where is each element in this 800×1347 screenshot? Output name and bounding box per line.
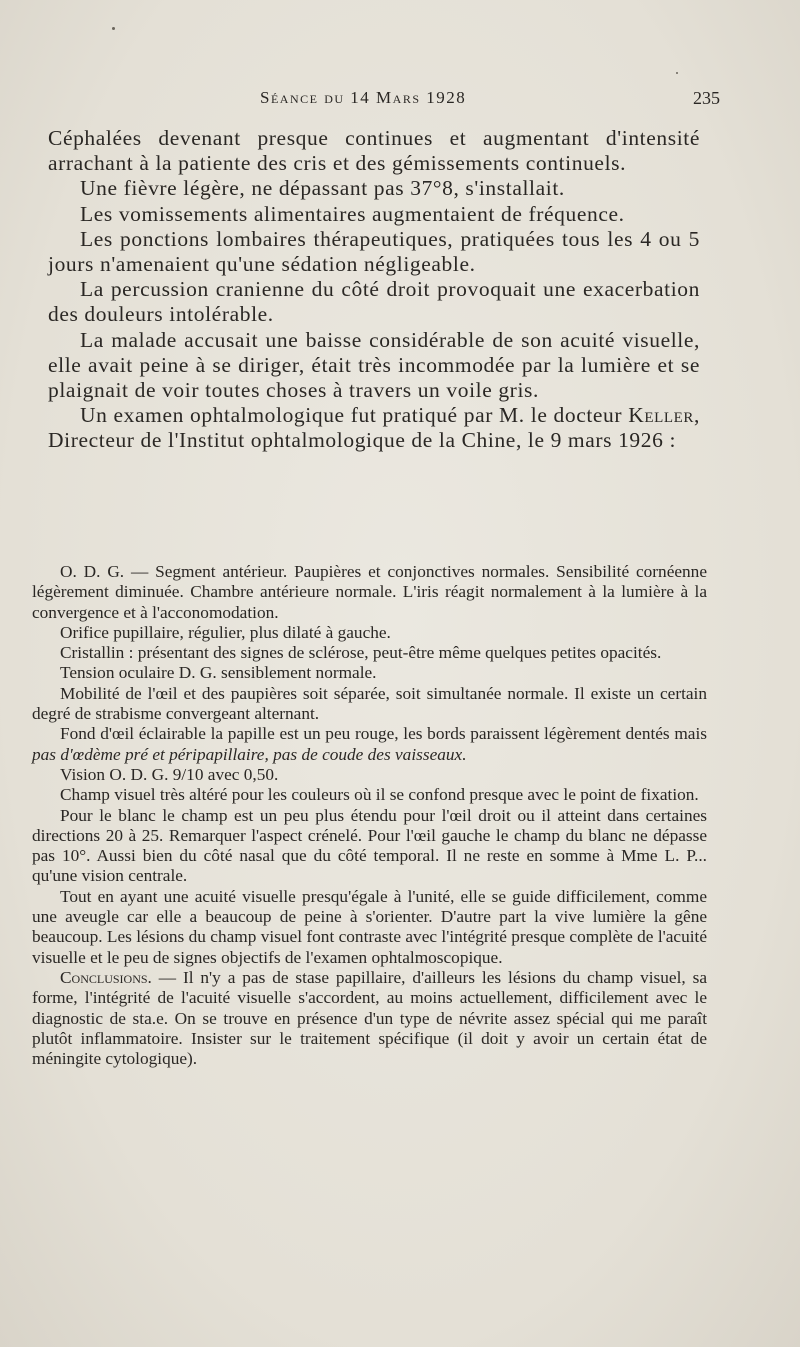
exam-paragraph: Tout en ayant une acuité visuelle presqu'égale à l'unité, elle se guide difficilement, comme une aveugle car elle a beaucoup de peine à s'orienter. D'autre part la vive lumière la gêne beaucoup. Les lésions du champ visuel font contraste avec l'intégrité presque complète de l'acuité visuelle et le peu de signes objectifs de l'examen ophtalmoscopique. xyxy=(32,886,707,967)
conclusions-label: Conclusions. xyxy=(60,967,152,987)
print-speck xyxy=(676,72,678,74)
print-speck xyxy=(112,27,115,30)
paragraph: Les ponctions lombaires thérapeutiques, pratiquées tous les 4 ou 5 jours n'amenaient qu'une sédation négligeable. xyxy=(48,226,700,277)
main-text xyxy=(48,126,700,454)
page-header xyxy=(84,88,720,118)
paragraph: Une fièvre légère, ne dépassant pas 37°8, s'installait. xyxy=(80,176,565,201)
exam-paragraph xyxy=(32,968,707,1069)
exam-paragraph: Orifice pupillaire, régulier, plus dilaté à gauche. xyxy=(60,622,391,642)
paragraph: Céphalées devenant presque continues et augmentant d'intensité arrachant à la patiente des cris et des gémissements continuels. xyxy=(48,126,700,176)
text-run: Un examen ophtalmologique fut pratiqué par M. le docteur xyxy=(80,403,629,428)
paragraph xyxy=(48,403,700,453)
paragraph: La percussion cranienne du côté droit provoquait une exacerbation des douleurs intolérable. xyxy=(48,277,700,327)
exam-paragraph: Cristallin : présentant des signes de sclérose, peut-être même quelques petites opacités. xyxy=(60,643,662,663)
italic-run: pas d'œdème pré et péripapillaire, pas de coude des vaisseaux. xyxy=(32,744,467,764)
running-title: Séance du 14 Mars 1928 xyxy=(260,88,467,107)
exam-paragraph xyxy=(32,724,707,765)
exam-paragraph: Tension oculaire D. G. sensiblement normale. xyxy=(60,663,377,683)
author-name: Keller xyxy=(628,403,695,428)
paragraph: Les vomissements alimentaires augmentaient de fréquence. xyxy=(80,201,625,226)
page-number: 235 xyxy=(693,88,720,108)
exam-paragraph: Mobilité de l'œil et des paupières soit séparée, soit simultanée normale. Il existe un certain degré de strabisme convergeant alternant. xyxy=(32,683,707,724)
exam-paragraph: Vision O. D. G. 9/10 avec 0,50. xyxy=(60,764,279,784)
text-run: Fond d'œil éclairable la papille est un peu rouge, les bords paraissent légèrement dentés mais xyxy=(60,724,707,744)
exam-paragraph: Pour le blanc le champ est un peu plus étendu pour l'œil droit ou il atteint dans certaines directions 20 à 25. Remarquer l'aspect crénelé. Pour l'œil gauche le champ du blanc ne dépasse pas 10°. Aussi bien du côté nasal que du côté temporal. Il ne reste en somme à Mme L. P... qu'une vision centrale. xyxy=(32,805,707,886)
text-run: , Directeur de l'Institut ophtalmologique de la Chine, le 9 mars 1926 : xyxy=(48,403,700,453)
exam-paragraph: O. D. G. — Segment antérieur. Paupières et conjonctives normales. Sensibilité cornéenne légèrement diminuée. Chambre antérieure normale. L'iris réagit normalement à la lumière à la convergence et à l'acconomodation. xyxy=(32,562,707,622)
text-run: — Il n'y a pas de stase papillaire, d'ailleurs les lésions du champ visuel, sa forme, l'intégrité de l'acuité visuelle s'accordent, au moins actuellement, difficilement avec le diagnostic de sta.e. On se trouve en présence d'un type de névrite assez spécial qui me paraît plutôt inflammatoire. Insister sur le traitement spécifique (il doit y avoir un certain état de méningite cytologique). xyxy=(32,967,707,1069)
exam-paragraph: Champ visuel très altéré pour les couleurs où il se confond presque avec le point de fixation. xyxy=(60,785,699,805)
paragraph: La malade accusait une baisse considérable de son acuité visuelle, elle avait peine à se diriger, était très incommodée par la lumière et se plaignait de voir toutes choses à travers un voile gris. xyxy=(48,327,700,403)
exam-report xyxy=(32,562,707,1069)
